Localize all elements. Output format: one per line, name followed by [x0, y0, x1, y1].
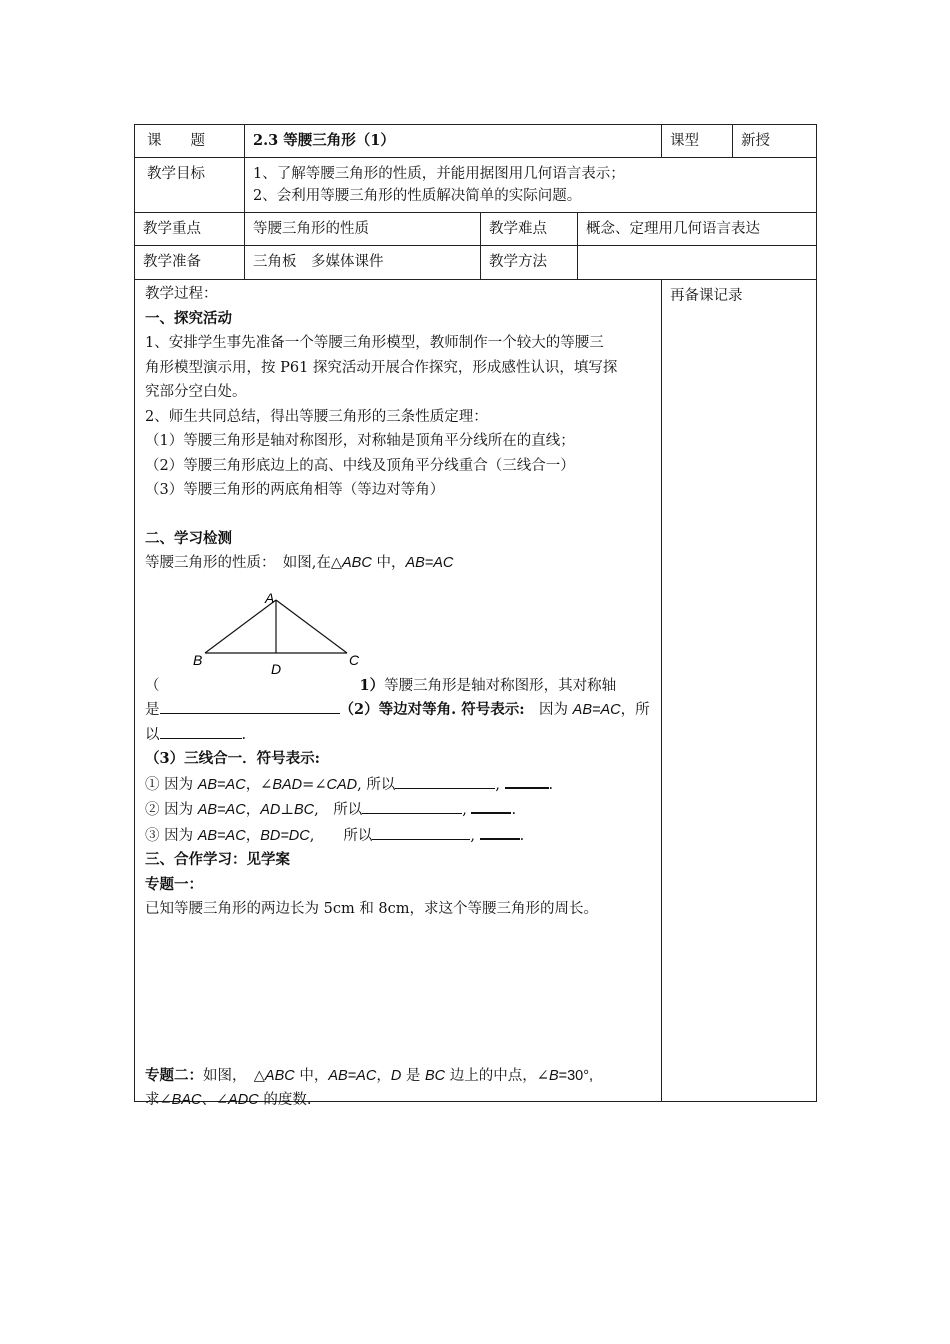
row-focus: [135, 213, 817, 246]
topic-2-heading: 专题二：: [145, 1066, 203, 1084]
prep-label: 教学准备: [135, 246, 245, 280]
because-text: 因为: [524, 702, 573, 718]
circled-number: ③: [145, 827, 160, 844]
topic-value: 2.3 等腰三角形（1）: [245, 125, 662, 158]
s1-paragraph-line: 角形模型演示用，按 P61 探究活动开展合作探究，形成感性认识，填写探: [145, 359, 618, 376]
question-3: [145, 823, 685, 849]
type-label: 课型: [662, 125, 733, 158]
method-value: [578, 246, 817, 280]
condition: AB=AC: [572, 702, 621, 718]
so-text: 以: [145, 726, 160, 743]
topic-2-text: 中，: [294, 1067, 329, 1084]
comma: ，: [376, 1067, 391, 1084]
answer-blank[interactable]: [160, 698, 340, 714]
segment-bd-dc: BD=DC: [260, 827, 310, 844]
so-text: , 所以: [357, 776, 396, 793]
answer-blank[interactable]: [505, 772, 549, 789]
property-1-line2: [145, 698, 685, 723]
row-topic: [135, 125, 817, 158]
theorem-1: （1）等腰三角形是轴对称图形，对称轴是顶角平分线所在的直线；: [145, 433, 575, 449]
row-prep: [135, 246, 817, 280]
period: .: [511, 802, 517, 818]
triangle-diagram: [145, 576, 385, 674]
comma: ，: [245, 802, 261, 818]
condition: AB=AC: [197, 802, 246, 818]
topic-1-text: 已知等腰三角形的两边长为 5cm 和 8cm，求这个等腰三角形的周长。: [145, 901, 599, 917]
property-3-heading: （3）三线合一．符号表示:: [145, 750, 320, 767]
topic-1-heading: 专题一：: [145, 875, 203, 893]
answer-blank[interactable]: [471, 797, 511, 814]
so-text: , 所以: [309, 827, 373, 844]
section-1-heading: 一、探究活动: [145, 309, 232, 327]
property-1-line1: [145, 674, 685, 699]
because-text: 因为: [159, 827, 198, 844]
comma: ,: [470, 827, 475, 844]
so-text: ，所: [620, 702, 650, 718]
angle-symbol: ，∠: [245, 776, 273, 793]
objective-item: 1、了解等腰三角形的性质，并能用据图用几何语言表示；: [253, 166, 625, 182]
angle-bac: BAC: [171, 1092, 202, 1108]
angle-value: =30°,: [558, 1067, 594, 1084]
method-label: 教学方法: [481, 246, 578, 280]
answer-blank[interactable]: [362, 798, 462, 814]
segment-bc: BC: [293, 802, 315, 818]
triangle-name: ABC: [264, 1067, 295, 1084]
period: .: [519, 827, 525, 844]
condition: AB=AC: [197, 827, 246, 844]
equals-angle: =∠: [302, 776, 327, 793]
s2-intro-text: 等腰三角形的性质： 如图,在△: [145, 555, 343, 571]
side-ab: [205, 600, 276, 653]
perp-symbol: ⊥: [280, 802, 294, 818]
answer-blank[interactable]: [395, 773, 495, 789]
condition: AB=AC: [197, 776, 246, 793]
theorem-2: （2）等腰三角形底边上的高、中线及顶角平分线重合（三线合一）: [145, 457, 575, 474]
property-1-is: 是: [145, 702, 160, 718]
answer-blank[interactable]: [480, 823, 520, 840]
period: .: [241, 726, 247, 743]
answer-blank[interactable]: [372, 824, 470, 840]
difficulty-label: 教学难点: [481, 213, 578, 246]
prep-value: 三角板 多媒体课件: [245, 246, 481, 280]
question-2: [145, 797, 685, 823]
angle-cad: CAD: [326, 776, 358, 793]
segment-ad: AD: [260, 802, 281, 818]
theorem-3: （3）等腰三角形的两底角相等（等边对等角）: [145, 482, 445, 498]
s2-intro: [145, 551, 685, 576]
angle-adc: ADC: [228, 1092, 259, 1108]
label-a: A: [265, 589, 275, 606]
angle-bad: BAD: [272, 776, 303, 793]
s2-intro-text: 中，: [371, 555, 406, 571]
difficulty-value: 概念、定理用几何语言表达: [578, 213, 817, 246]
comma: ，: [245, 827, 261, 844]
so-text: , 所以: [314, 802, 363, 818]
circled-number: ②: [145, 802, 160, 818]
objectives-list: [245, 158, 817, 213]
period: .: [548, 776, 554, 793]
topic-2-text: 边上的中点，∠: [445, 1067, 549, 1084]
segment-bc: BC: [425, 1067, 446, 1084]
triangle-figure: [145, 576, 685, 674]
key-point-value: 等腰三角形的性质: [245, 213, 481, 246]
label-b: B: [193, 651, 203, 668]
property-2-line2: [145, 723, 685, 748]
comma: ,: [495, 776, 500, 793]
answer-blank[interactable]: [160, 723, 242, 739]
because-text: 因为: [159, 802, 198, 818]
point-d: D: [390, 1067, 402, 1084]
condition: AB=AC: [405, 555, 454, 571]
question-1: [145, 772, 685, 798]
circled-number: ①: [145, 776, 160, 793]
lesson-plan-table: [134, 124, 817, 1108]
open-paren: （: [145, 677, 160, 694]
key-point-label: 教学重点: [135, 213, 245, 246]
because-text: 因为: [159, 776, 198, 793]
type-value: 新授: [733, 125, 817, 158]
property-number: 1）: [359, 676, 385, 694]
process-cell: [135, 280, 662, 1108]
topic-2-line1: [145, 1064, 685, 1089]
property-1-text: 等腰三角形是轴对称图形，其对称轴: [384, 677, 617, 694]
condition: AB=AC: [328, 1067, 377, 1084]
process-title: 教学过程：: [145, 286, 218, 302]
notes-label: 再备课记录: [670, 288, 743, 304]
angle-b: B: [548, 1067, 559, 1084]
row-process: [135, 280, 817, 1102]
s1-summary: 2、师生共同总结，得出等腰三角形的三条性质定理：: [145, 408, 488, 425]
topic-label: 课 题: [135, 125, 245, 158]
label-d: D: [271, 660, 282, 674]
topic-2-text: 如图， △: [203, 1067, 265, 1084]
objectives-label: 教学目标: [135, 158, 245, 213]
side-ac: [276, 600, 347, 653]
row-objectives: [135, 158, 817, 213]
label-c: C: [349, 651, 360, 668]
topic-2-text: 求∠: [145, 1092, 172, 1108]
topic-2-line2: [145, 1088, 685, 1113]
topic-2-text: 的度数.: [258, 1092, 312, 1108]
section-2-heading: 二、学习检测: [145, 529, 232, 547]
s1-paragraph-line: 究部分空白处。: [145, 384, 247, 400]
s1-paragraph-line: 1、安排学生事先准备一个等腰三角形模型，教师制作一个较大的等腰三: [145, 335, 604, 351]
property-2-symbol: . 符号表示:: [451, 701, 525, 718]
triangle-name: ABC: [342, 555, 372, 571]
objective-item: 2、会利用等腰三角形的性质解决简单的实际问题。: [253, 188, 582, 204]
comma: ,: [462, 802, 467, 818]
property-2-heading: （2）等边对等角: [339, 701, 452, 718]
topic-2-text: 是: [401, 1067, 426, 1084]
topic-2-text: 、∠: [201, 1092, 229, 1108]
section-3-heading: 三、合作学习：见学案: [145, 851, 290, 868]
